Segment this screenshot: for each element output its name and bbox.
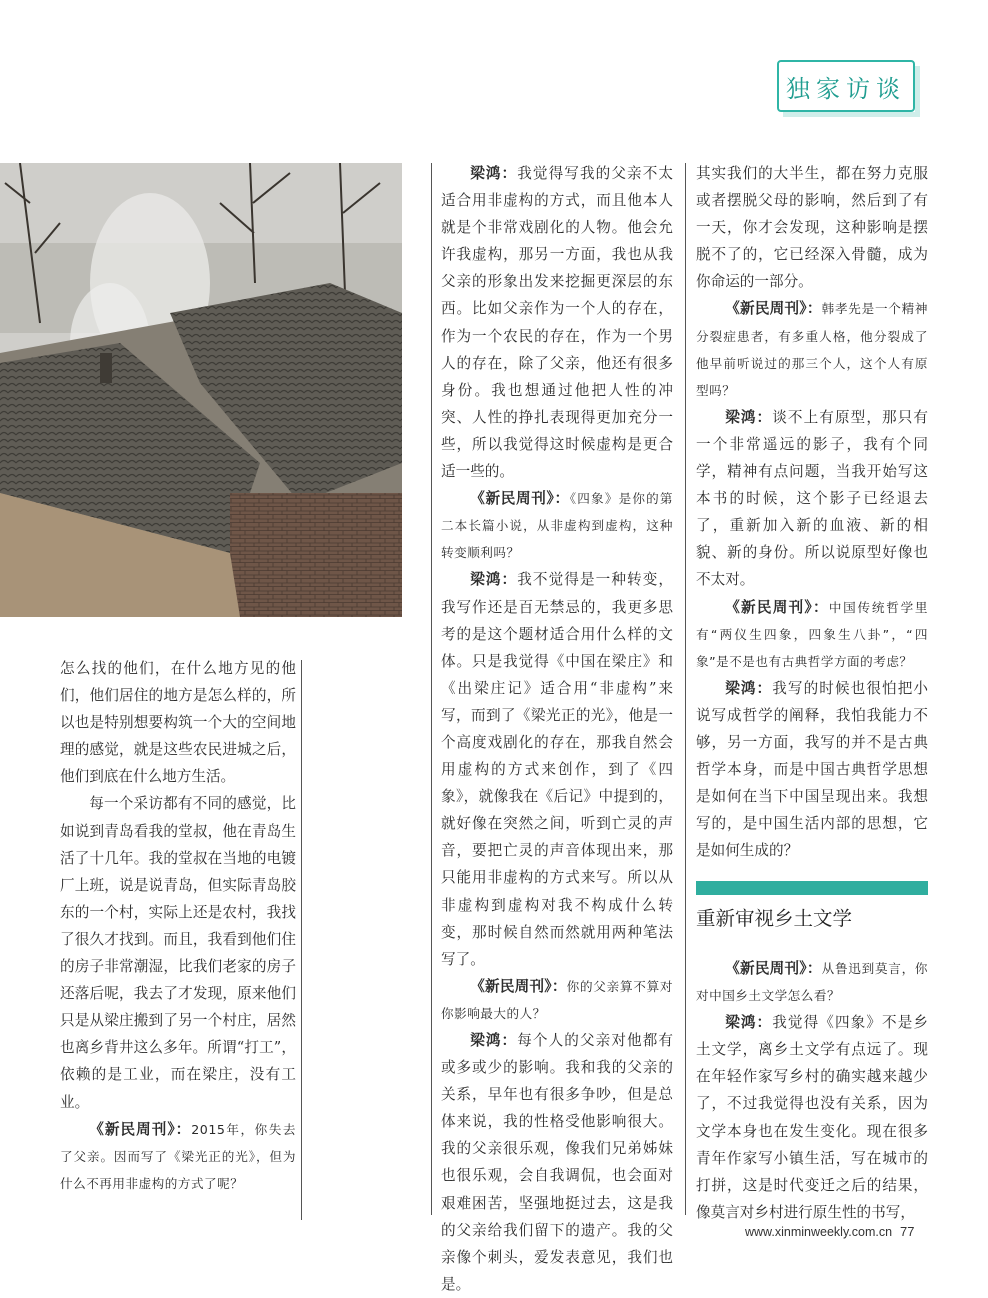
speaker-label: 《新民周刊》： bbox=[725, 598, 829, 616]
speaker-label: 梁鸿： bbox=[725, 1014, 773, 1032]
speaker-label: 《新民周刊》： bbox=[725, 300, 822, 318]
answer-paragraph bbox=[696, 1009, 928, 1226]
answer-paragraph bbox=[441, 160, 673, 485]
answer-text: 我觉得写我的父亲不太适合用非虚构的方式，而且他本人就是个非常戏剧化的人物。他会允许我虚构，那另一方面，我也从我父亲的形象出发来挖掘更深层的东西。比如父亲作为一个人的存在，作为一个农民的存在，作为一个男人的存在，除了父亲，他还有很多身份。我也想通过他把人性的冲突、人性的挣扎表现得更加充分一些，所以我觉得这时候虚构是更合适一些的。 bbox=[441, 165, 673, 481]
answer-paragraph bbox=[696, 675, 928, 865]
question-text: 从鲁迅到莫言，你对中国乡土文学怎么看？ bbox=[696, 961, 929, 1004]
website-url: www.xinminweekly.com.cn bbox=[745, 1225, 893, 1239]
paragraph: 怎么找的他们，在什么地方见的他们，他们居住的地方是怎么样的，所以也是特别想要构筑一个大的空间地理的感觉，就是这些农民进城之后，他们到底在什么地方生活。 bbox=[60, 660, 296, 786]
question-text: 中国传统哲学里有“两仪生四象，四象生八卦”，“四象”是不是也有古典哲学方面的考虑？ bbox=[696, 599, 929, 669]
speaker-label: 梁鸿： bbox=[470, 571, 518, 589]
page-number: 77 bbox=[900, 1224, 915, 1239]
question-paragraph bbox=[696, 295, 928, 403]
article-column-2 bbox=[441, 160, 673, 1298]
speaker-label: 《新民周刊》： bbox=[470, 490, 570, 508]
article-column-1 bbox=[60, 655, 296, 1197]
answer-text: 我不觉得是一种转变，我写作还是百无禁忌的，我更多思考的是这个题材适合用什么样的文体。只是我觉得《中国在梁庄》和《出梁庄记》适合用“非虚构”来写，而到了《梁光正的光》，他是一个高度戏剧化的存在，那我自然会用虚构的方式来创作，到了《四象》，就像我在《后记》中提到的，就好像在突然之间，听到亡灵的声音，要把亡灵的声音体现出来，那只能用非虚构的方式来写。所以从非虚构到虚构对我不构成什么转变，那时候自然而然就用两种笔法写了。 bbox=[441, 571, 673, 968]
paragraph: 其实我们的大半生，都在努力克服或者摆脱父母的影响，然后到了有一天，你才会发现，这种影响是摆脱不了的，它已经深入骨髓，成为你命运的一部分。 bbox=[696, 165, 928, 291]
question-paragraph bbox=[696, 955, 928, 1009]
page-footer bbox=[745, 1224, 915, 1239]
column-divider bbox=[431, 163, 432, 1215]
speaker-label: 《新民周刊》： bbox=[89, 1120, 192, 1138]
question-text: 2015年，你失去了父亲。因而写了《梁光正的光》，但为什么不再用非虚构的方式了呢？ bbox=[60, 1121, 296, 1191]
answer-text: 谈不上有原型，那只有一个非常遥远的影子，我有个同学，精神有点问题，当我开始写这本书的时候，这个影子已经退去了，重新加入新的血液、新的相貌、新的身份。所以说原型好像也不太对。 bbox=[696, 408, 928, 589]
section-accent-bar bbox=[696, 881, 928, 895]
speaker-label: 《新民周刊》： bbox=[725, 960, 822, 977]
section-badge: 独家访谈 bbox=[777, 60, 915, 112]
article-column-3-continued bbox=[696, 955, 928, 1226]
question-paragraph bbox=[696, 594, 928, 675]
village-photo bbox=[0, 163, 402, 617]
paragraph: 每一个采访都有不同的感觉，比如说到青岛看我的堂叔，他在青岛生活了十几年。我的堂叔在当地的电镀厂上班，说是说青岛，但实际青岛胶东的一个村，实际上还是农村，我找了很久才找到。而且，我看到他们住的房子非常潮湿，比我们老家的房子还落后呢，我去了才发现，原来他们只是从梁庄搬到了另一个村庄，居然也离乡背井这么多年。所谓“打工”，依赖的是工业，而在梁庄，没有工业。 bbox=[60, 795, 296, 1111]
answer-text: 我写的时候也很怕把小说写成哲学的阐释，我怕我能力不够，另一方面，我写的并不是古典哲学本身，而是中国古典哲学思想是如何在当下中国呈现出来。我想写的，是中国生活内部的思想，它是如何生成的？ bbox=[696, 679, 928, 860]
speaker-label: 《新民周刊》： bbox=[470, 977, 567, 995]
question-paragraph bbox=[441, 485, 673, 566]
answer-paragraph bbox=[441, 1027, 673, 1298]
speaker-label: 梁鸿： bbox=[725, 679, 773, 697]
section-heading: 重新审视乡土文学 bbox=[696, 907, 853, 930]
answer-text: 我觉得《四象》不是乡土文学，离乡土文学有点远了。现在年轻作家写乡村的确实越来越少了，不过我觉得也没有关系，因为文学本身也在发生变化。现在很多青年作家写小镇生活，写在城市的打拼，这是时代变迁之后的结果，像莫言对乡村进行原生性的书写， bbox=[696, 1014, 928, 1221]
question-text: 《四象》是你的第二本长篇小说，从非虚构到虚构，这种转变顺利吗？ bbox=[441, 491, 673, 561]
speaker-label: 梁鸿： bbox=[470, 1032, 518, 1049]
answer-text: 每个人的父亲对他都有或多或少的影响。我和我的父亲的关系，早年也有很多争吵，但是总体来说，我的性格受他影响很大。我的父亲很乐观，像我们兄弟姊妹也很乐观，会自我调侃，也会面对艰难困苦，坚强地挺过去，这是我的父亲给我们留下的遗产。我的父亲像个刺头，爱发表意见，我们也是。 bbox=[441, 1032, 673, 1293]
column-divider bbox=[301, 660, 302, 1220]
question-text: 韩孝先是一个精神分裂症患者，有多重人格，他分裂成了他早前听说过的那三个人，这个人有原型吗？ bbox=[696, 301, 929, 398]
question-paragraph bbox=[441, 973, 673, 1027]
question-text: 你的父亲算不算对你影响最大的人？ bbox=[441, 978, 674, 1021]
question-paragraph bbox=[60, 1116, 296, 1197]
answer-paragraph bbox=[696, 404, 928, 594]
answer-paragraph bbox=[441, 566, 673, 972]
speaker-label: 梁鸿： bbox=[725, 408, 773, 426]
column-divider bbox=[685, 163, 686, 1215]
speaker-label: 梁鸿： bbox=[470, 165, 518, 182]
article-column-3 bbox=[696, 160, 928, 864]
